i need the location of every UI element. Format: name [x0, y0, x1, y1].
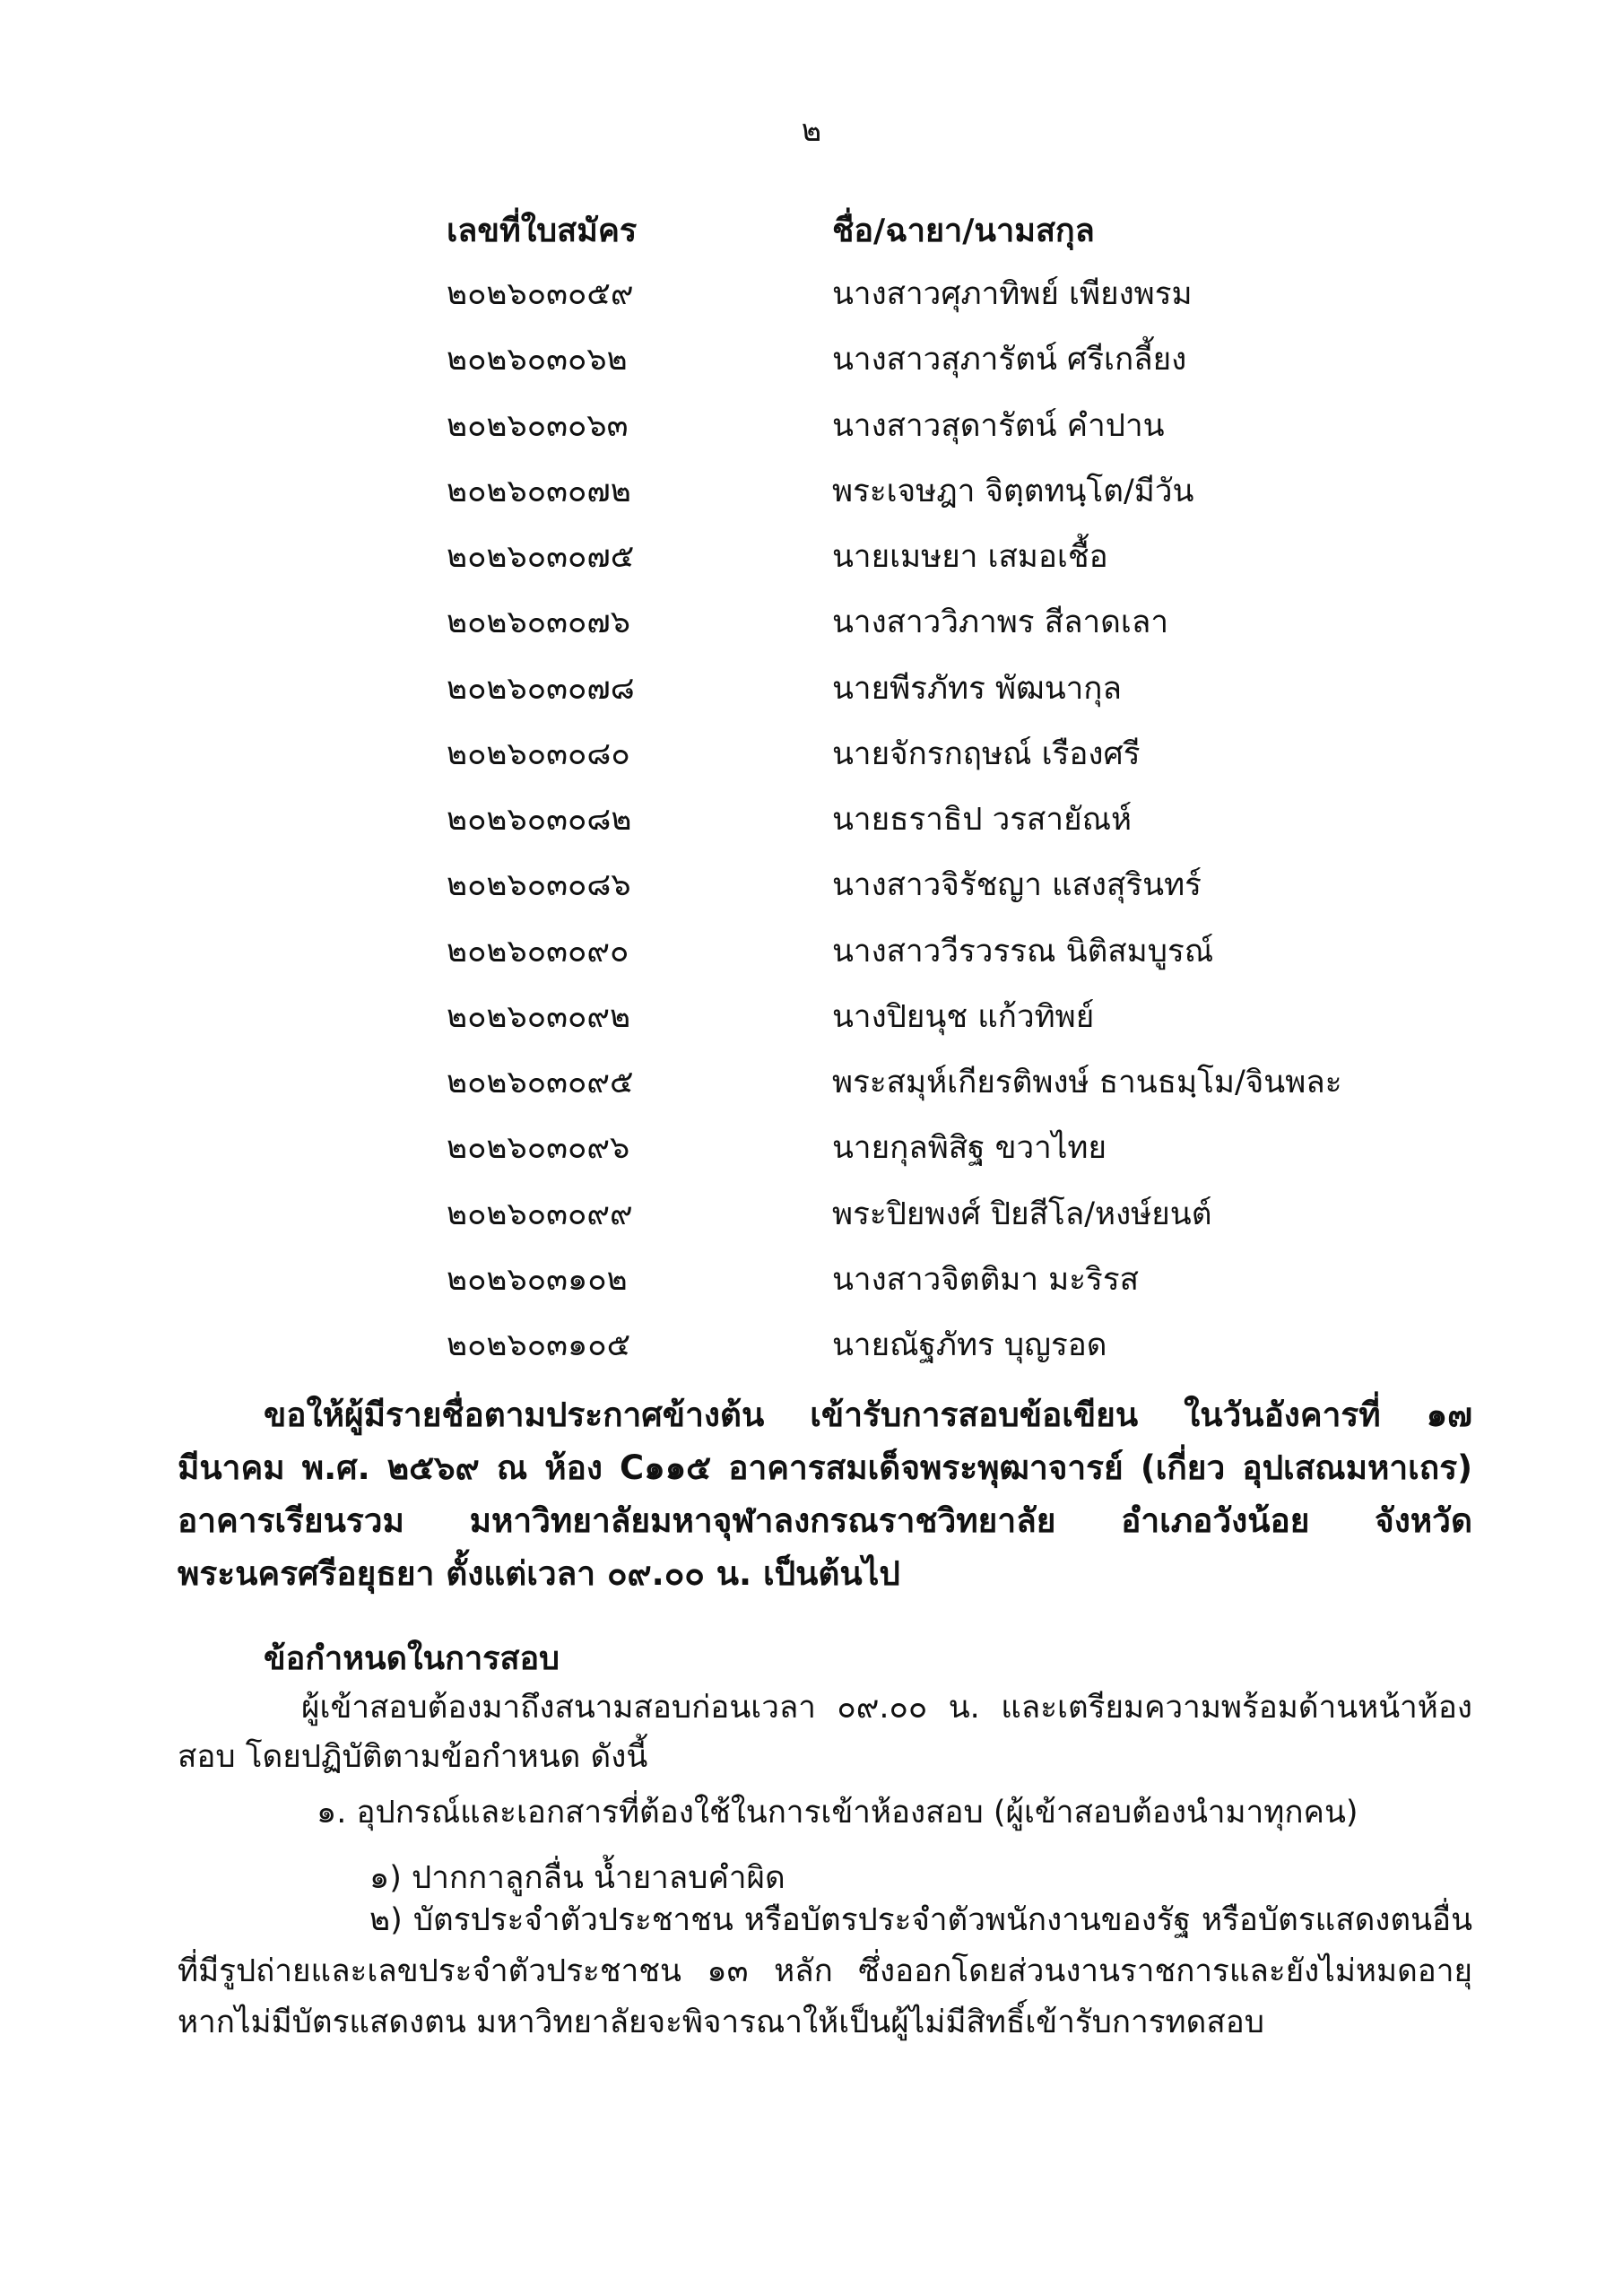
table-row [0, 860, 1623, 926]
table-row [0, 926, 1623, 992]
applicant-name: นางสาวจิตติมา มะริรส [832, 1261, 1139, 1298]
applicant-name: นายณัฐภัทร บุญรอด [832, 1327, 1107, 1363]
table-row [0, 795, 1623, 860]
application-number: ๒๐๒๖๐๓๐๙๙ [447, 1196, 633, 1232]
application-number: ๒๐๒๖๐๓๐๘๒ [447, 802, 632, 838]
application-number: ๒๐๒๖๐๓๐๘๐ [447, 735, 630, 772]
applicant-name: นายเมษยา เสมอเชื้อ [832, 539, 1108, 575]
rule-sub-item-1: ๑) ปากกาลูกลื่น น้ำยาลบคำผิด [369, 1860, 785, 1896]
rule-sub-item-2: ๒) บัตรประจำตัวประชาชน หรือบัตรประจำตัวพนักงานของรัฐ หรือบัตรแสดงตนอื่น ที่มีรูปถ่ายและเลขประจำตัวประชาชน ๑๓ หลัก ซึ่งออกโดยส่วนงานราชการและยังไม่หมดอายุ หากไม่มีบัตรแสดงตน มหาวิทยาลัยจะพิจารณาให้เป็นผู้ไม่มีสิทธิ์เข้ารับการทดสอบ [178, 1902, 1472, 2040]
application-number: ๒๐๒๖๐๓๐๗๖ [447, 604, 630, 641]
table-row [0, 1123, 1623, 1188]
applicant-name: นางสาววิภาพร สีลาดเลา [832, 604, 1168, 641]
table-row [0, 401, 1623, 466]
table-row [0, 335, 1623, 400]
applicant-name: นางสาวศุภาทิพย์ เพียงพรม [832, 276, 1193, 312]
table-row [0, 664, 1623, 729]
application-number: ๒๐๒๖๐๓๐๗๕ [447, 539, 635, 575]
applicant-name: พระปิยพงศ์ ปิยสีโล/หงษ์ยนต์ [832, 1196, 1212, 1232]
application-number: ๒๐๒๖๐๓๐๖๓ [447, 407, 629, 444]
exam-instruction: ขอให้ผู้มีรายชื่อตามประกาศข้างต้น เข้ารับการสอบข้อเขียน ในวันอังคารที่ ๑๗ มีนาคม พ.ศ. ๒๕๖๙ ณ ห้อง C๑๑๕ อาคารสมเด็จพระพุฒาจารย์ (เกี่ยว อุปเสณมหาเถร) อาคารเรียนรวม มหาวิทยาลัยมหาจุฬาลงกรณราชวิทยาลัย อำเภอวังน้อย จังหวัดพระนครศรีอยุธยา ตั้งแต่เวลา ๐๙.๐๐ น. เป็นต้นไป [178, 1396, 1472, 1593]
application-number: ๒๐๒๖๐๓๐๙๖ [447, 1130, 630, 1167]
rules-heading: ข้อกำหนดในการสอบ [264, 1640, 560, 1677]
rules-intro: ผู้เข้าสอบต้องมาถึงสนามสอบก่อนเวลา ๐๙.๐๐ น. และเตรียมความพร้อมด้านหน้าห้องสอบ โดยปฏิบัติตามข้อกำหนด ดังนี้ [178, 1690, 1472, 1775]
applicant-name: นางสาวสุภารัตน์ ศรีเกลี้ยง [832, 342, 1187, 378]
application-number: ๒๐๒๖๐๓๐๗๘ [447, 670, 635, 707]
table-row [0, 1255, 1623, 1320]
applicant-name: นางปิยนุช แก้วทิพย์ [832, 998, 1095, 1035]
rule-item-1: ๑. อุปกรณ์และเอกสารที่ต้องใช้ในการเข้าห้องสอบ (ผู้เข้าสอบต้องนำมาทุกคน) [317, 1795, 1358, 1831]
applicant-name: นายกุลพิสิฐ ขวาไทย [832, 1130, 1107, 1167]
applicant-name: นางสาวจิรัชญา แสงสุรินทร์ [832, 867, 1202, 904]
applicant-name: นางสาววีรวรรณ นิติสมบูรณ์ [832, 933, 1214, 970]
applicant-name: นายธราธิป วรสายัณห์ [832, 802, 1133, 838]
applicant-name: นางสาวสุดารัตน์ คำปาน [832, 407, 1165, 444]
table-row [0, 466, 1623, 532]
applicant-list [0, 269, 1623, 1386]
table-row [0, 1057, 1623, 1123]
application-number: ๒๐๒๖๐๓๐๗๒ [447, 473, 631, 509]
application-number: ๒๐๒๖๐๓๐๙๐ [447, 933, 629, 970]
table-row [0, 597, 1623, 663]
application-number: ๒๐๒๖๐๓๐๙๕ [447, 1065, 634, 1100]
table-row [0, 992, 1623, 1057]
application-number: ๒๐๒๖๐๓๑๐๕ [447, 1327, 631, 1363]
applicant-name: นายพีรภัทร พัฒนากุล [832, 670, 1122, 707]
header-application-no: เลขที่ใบสมัคร [447, 213, 638, 249]
table-row [0, 729, 1623, 795]
table-row [0, 1320, 1623, 1386]
table-row [0, 532, 1623, 597]
application-number: ๒๐๒๖๐๓๐๕๙ [447, 276, 634, 312]
application-number: ๒๐๒๖๐๓๐๘๖ [447, 867, 631, 904]
table-row [0, 269, 1623, 335]
application-number: ๒๐๒๖๐๓๑๐๒ [447, 1261, 628, 1298]
applicant-name: นายจักรกฤษณ์ เรืองศรี [832, 735, 1141, 772]
application-number: ๒๐๒๖๐๓๐๙๒ [447, 998, 631, 1035]
applicant-name: พระเจษฎา จิตฺตทนฺโต/มีวัน [832, 473, 1194, 509]
applicant-name: พระสมุห์เกียรติพงษ์ ธานธมฺโม/จินพละ [832, 1065, 1342, 1100]
table-row [0, 1189, 1623, 1255]
application-number: ๒๐๒๖๐๓๐๖๒ [447, 342, 628, 378]
page-number: ๒ [801, 113, 822, 149]
header-name: ชื่อ/ฉายา/นามสกุล [832, 213, 1095, 249]
